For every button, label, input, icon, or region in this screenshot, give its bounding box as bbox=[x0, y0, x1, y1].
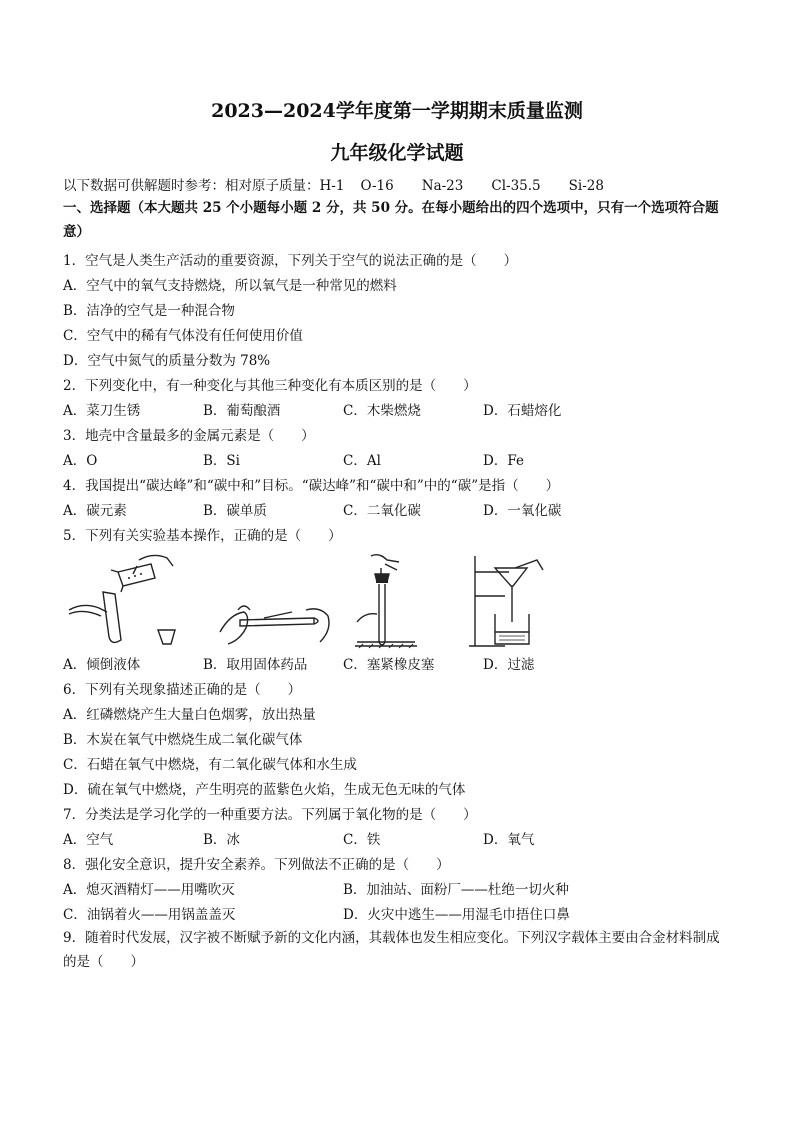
question-3-option-c[interactable]: C．Al bbox=[343, 453, 381, 469]
question-7-option-a[interactable]: A．空气 bbox=[63, 832, 114, 848]
question-8-option-a[interactable]: A．熄灭酒精灯——用嘴吹灭 bbox=[63, 882, 235, 898]
question-1-stem: 1．空气是人类生产活动的重要资源，下列关于空气的说法正确的是（ ） bbox=[63, 253, 518, 269]
mass-si: Si-28 bbox=[568, 178, 604, 194]
question-4-option-d[interactable]: D．一氧化碳 bbox=[483, 503, 562, 519]
question-7-option-d[interactable]: D．氧气 bbox=[483, 832, 535, 848]
question-2-option-d[interactable]: D．石蜡熔化 bbox=[483, 403, 562, 419]
figure-filtration bbox=[465, 552, 595, 650]
question-4-stem: 4．我国提出“碳达峰”和“碳中和”目标。“碳达峰”和“碳中和”中的“碳”是指（ ） bbox=[63, 478, 560, 494]
question-7-stem: 7．分类法是学习化学的一种重要方法。下列属于氧化物的是（ ） bbox=[63, 807, 477, 823]
question-1-option-d[interactable]: D．空气中氮气的质量分数为 78% bbox=[63, 353, 271, 369]
question-4-option-b[interactable]: B．碳单质 bbox=[203, 503, 267, 519]
question-5-option-d[interactable]: D．过滤 bbox=[483, 657, 535, 673]
question-4-option-c[interactable]: C．二氧化碳 bbox=[343, 503, 421, 519]
filtration-illustration bbox=[465, 552, 595, 650]
taking-solid-illustration bbox=[210, 552, 340, 650]
question-5-option-a[interactable]: A．倾倒液体 bbox=[63, 657, 141, 673]
question-2-option-a[interactable]: A．菜刀生锈 bbox=[63, 403, 141, 419]
question-6-option-a[interactable]: A．红磷燃烧产生大量白色烟雾，放出热量 bbox=[63, 707, 316, 723]
figure-stopper bbox=[345, 552, 475, 650]
question-3-option-d[interactable]: D．Fe bbox=[483, 453, 524, 469]
question-5-option-b[interactable]: B．取用固体药品 bbox=[203, 657, 308, 673]
question-4-option-a[interactable]: A．碳元素 bbox=[63, 503, 127, 519]
question-3-option-b[interactable]: B．Si bbox=[203, 453, 240, 469]
question-2-option-b[interactable]: B．葡萄酿酒 bbox=[203, 403, 281, 419]
question-6-option-b[interactable]: B．木炭在氧气中燃烧生成二氧化碳气体 bbox=[63, 732, 303, 748]
question-9-stem: 9．随着时代发展，汉字被不断赋予新的文化内涵，其载体也发生相应变化。下列汉字载体主要由合金材料制成的是（ ） bbox=[63, 930, 720, 970]
question-6-stem: 6．下列有关现象描述正确的是（ ） bbox=[63, 682, 302, 698]
exam-subtitle: 九年级化学试题 bbox=[330, 142, 464, 164]
question-6-option-d[interactable]: D．硫在氧气中燃烧，产生明亮的蓝紫色火焰，生成无色无味的气体 bbox=[63, 782, 466, 798]
question-2-stem: 2．下列变化中，有一种变化与其他三种变化有本质区别的是（ ） bbox=[63, 378, 477, 394]
reference-line bbox=[63, 174, 632, 194]
question-6-option-c[interactable]: C．石蜡在氧气中燃烧，有二氧化碳气体和水生成 bbox=[63, 757, 357, 773]
question-5-option-c[interactable]: C．塞紧橡皮塞 bbox=[343, 657, 435, 673]
question-5-stem: 5．下列有关实验基本操作，正确的是（ ） bbox=[63, 528, 342, 544]
question-7-option-b[interactable]: B．冰 bbox=[203, 832, 240, 848]
question-8-stem: 8．强化安全意识，提升安全素养。下列做法不正确的是（ ） bbox=[63, 857, 450, 873]
question-1-option-a[interactable]: A．空气中的氧气支持燃烧，所以氧气是一种常见的燃料 bbox=[63, 278, 397, 294]
mass-na: Na-23 bbox=[421, 178, 464, 194]
section-heading: 一、选择题（本大题共 25 个小题每小题 2 分，共 50 分。在每小题给出的四个选项中，只有一个选项符合题意） bbox=[63, 200, 719, 240]
pouring-liquid-illustration bbox=[63, 552, 193, 650]
stopper-illustration bbox=[345, 552, 475, 650]
mass-o: O-16 bbox=[360, 178, 394, 194]
question-8-option-c[interactable]: C．油锅着火——用锅盖盖灭 bbox=[63, 907, 236, 923]
question-8-option-d[interactable]: D．火灾中逃生——用湿毛巾捂住口鼻 bbox=[343, 907, 570, 923]
figure-taking-solid bbox=[210, 552, 340, 650]
question-7-option-c[interactable]: C．铁 bbox=[343, 832, 381, 848]
reference-intro: 以下数据可供解题时参考：相对原子质量：H-1 bbox=[63, 178, 345, 194]
question-1-option-b[interactable]: B．洁净的空气是一种混合物 bbox=[63, 303, 235, 319]
mass-cl: Cl-35.5 bbox=[491, 178, 541, 194]
figure-pouring-liquid bbox=[63, 552, 193, 650]
question-8-option-b[interactable]: B．加油站、面粉厂——杜绝一切火种 bbox=[343, 882, 569, 898]
question-3-stem: 3．地壳中含量最多的金属元素是（ ） bbox=[63, 428, 315, 444]
question-2-option-c[interactable]: C．木柴燃烧 bbox=[343, 403, 421, 419]
exam-title: 2023—2024学年度第一学期期末质量监测 bbox=[211, 100, 583, 122]
question-3-option-a[interactable]: A．O bbox=[63, 453, 98, 469]
question-1-option-c[interactable]: C．空气中的稀有气体没有任何使用价值 bbox=[63, 328, 303, 344]
